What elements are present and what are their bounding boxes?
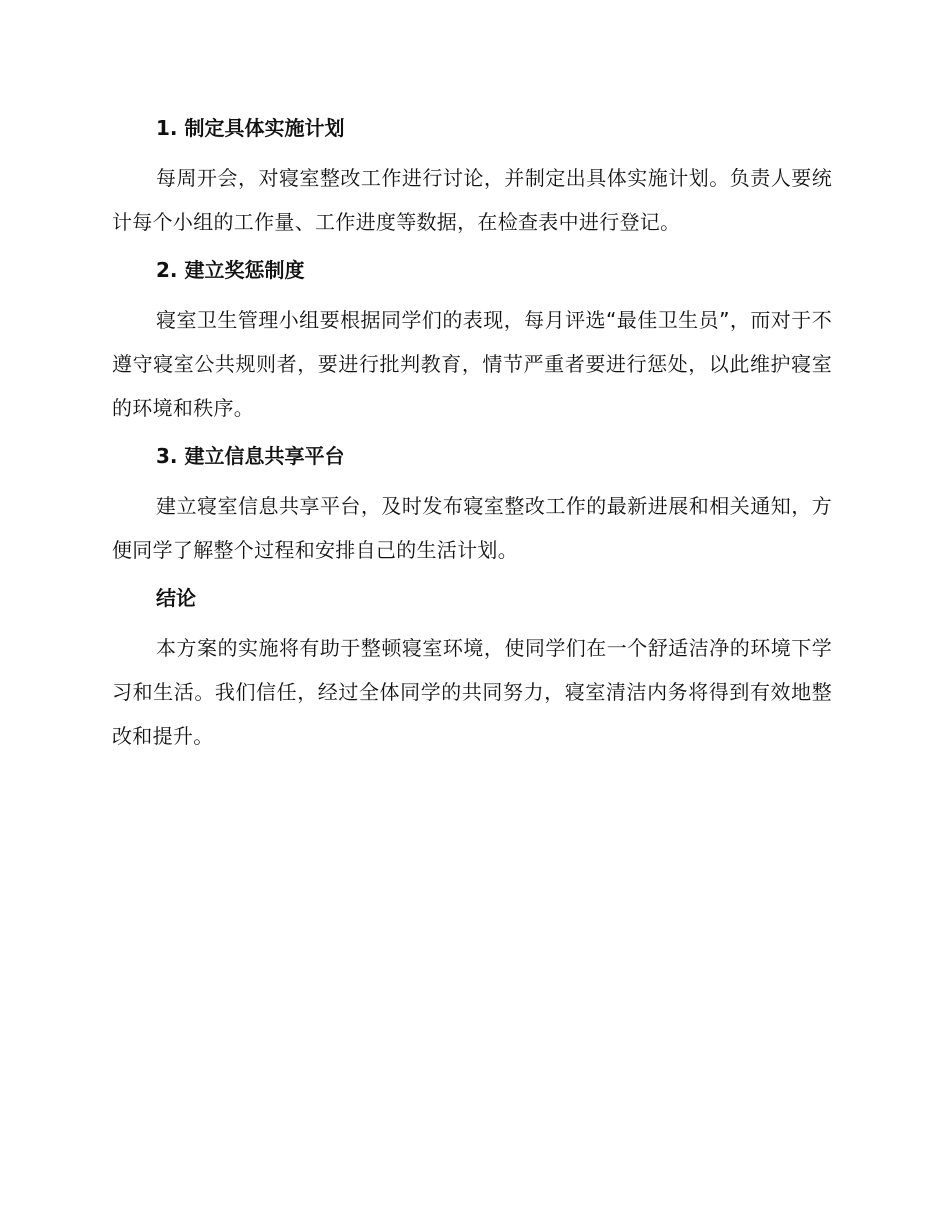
section-heading-conclusion: 结论 (156, 586, 196, 610)
section-heading-reward-punishment: 2. 建立奖惩制度 (156, 258, 305, 282)
section-heading-plan: 1. 制定具体实施计划 (156, 116, 345, 140)
section-body-reward-punishment: 寝室卫生管理小组要根据同学们的表现，每月评选“最佳卫生员”，而对于不遵守寝室公共规则者，要进行批判教育，情节严重者要进行惩处，以此维护寝室的环境和秩序。 (112, 308, 832, 420)
document-content (112, 112, 832, 768)
section-body-conclusion: 本方案的实施将有助于整顿寝室环境，使同学们在一个舒适洁净的环境下学习和生活。我们信任，经过全体同学的共同努力，寝室清洁内务将得到有效地整改和提升。 (112, 636, 832, 748)
section-body-plan: 每周开会，对寝室整改工作进行讨论，并制定出具体实施计划。负责人要统计每个小组的工作量、工作进度等数据，在检查表中进行登记。 (112, 166, 832, 234)
section-body-info-platform: 建立寝室信息共享平台，及时发布寝室整改工作的最新进展和相关通知，方便同学了解整个过程和安排自己的生活计划。 (112, 494, 832, 562)
section-heading-info-platform: 3. 建立信息共享平台 (156, 444, 345, 468)
